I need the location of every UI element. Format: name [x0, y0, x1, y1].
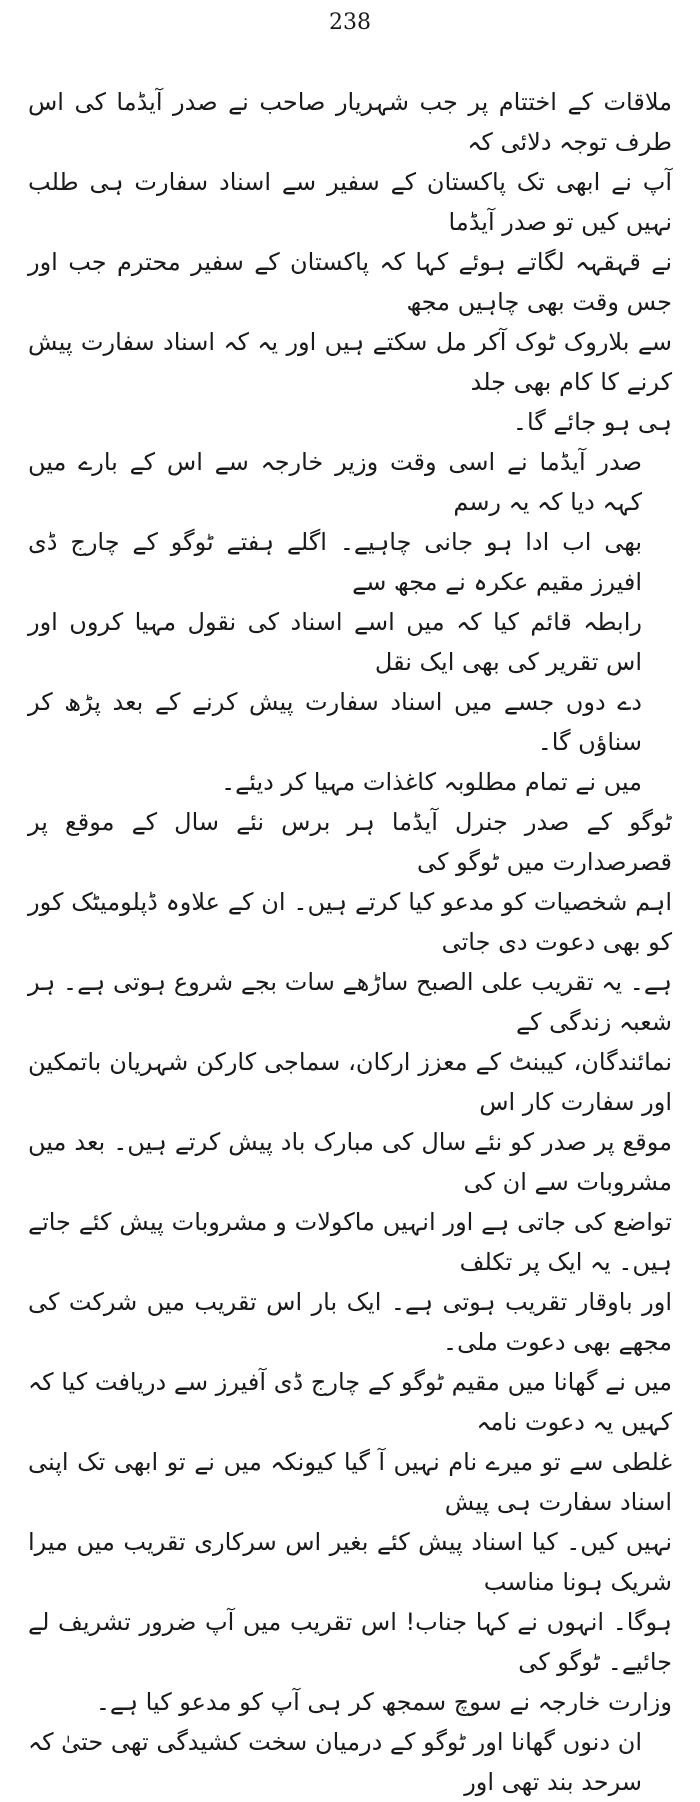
body-text — [28, 82, 672, 1802]
paragraph-3: میں نے تمام مطلوبہ کاغذات مہیا کر دیئے۔ — [221, 768, 642, 796]
paragraph-4: ٹوگو کے صدر جنرل آیڈما ہر برس نئے سال کے موقع پر قصرصدارت میں ٹوگو کی اہم شخصیات کو مدعو کیا کرتے ہیں۔ ان کے علاوہ ڈپلومیٹک کور کو بھی دعوت دی جاتی ہے۔ یہ تقریب علی الصبح ساڑھے سات بجے شروع ہوتی ہے۔ ہر شعبہ زندگی کے نمائندگان، کیبنٹ کے معزز ارکان، سماجی کارکن شہریان باتمکین اور سفارت کار اس موقع پر صدر کو نئے سال کی مبارک باد پیش کرتے ہیں۔ بعد میں مشروبات سے ان کی تواضع کی جاتی ہے اور انہیں ماکولات و مشروبات پیش کئے جاتے ہیں۔ یہ ایک پر تکلف اور باوقار تقریب ہوتی ہے۔ ایک بار اس تقریب میں شرکت کی مجھے بھی دعوت ملی۔ — [28, 808, 672, 1356]
paragraph-5: میں نے گھانا میں مقیم ٹوگو کے چارج ڈی آفیرز سے دریافت کیا کہ کہیں یہ دعوت نامہ غلطی سے تو میرے نام نہیں آ گیا کیونکہ میں نے تو ابھی تک اپنی اسناد سفارت ہی پیش نہیں کیں۔ کیا اسناد پیش کئے بغیر اس سرکاری تقریب میں میرا شریک ہونا مناسب ہوگا۔ انہوں نے کہا جناب! اس تقریب میں آپ ضرور تشریف لے جائیے۔ ٹوگو کی وزارت خارجہ نے سوچ سمجھ کر ہی آپ کو مدعو کیا ہے۔ — [28, 1368, 672, 1716]
paragraph-1: ملاقات کے اختتام پر جب شہریار صاحب نے صدر آیڈما کی اس طرف توجہ دلائی کہ آپ نے ابھی تک پاکستان کے سفیر سے اسناد سفارت ہی طلب نہیں کیں تو صدر آیڈما نے قہقہہ لگاتے ہوئے کہا کہ پاکستان کے سفیر محترم جب اور جس وقت بھی چاہیں مجھ سے بلاروک ٹوک آکر مل سکتے ہیں اور یہ کہ اسناد سفارت پیش کرنے کا کام بھی جلد ہی ہو جائے گا۔ — [28, 88, 672, 436]
page-number: 238 — [329, 10, 371, 35]
paragraph-2: صدر آیڈما نے اسی وقت وزیر خارجہ سے اس کے بارے میں کہہ دیا کہ یہ رسم بھی اب ادا ہو جانی چاہیے۔ اگلے ہفتے ٹوگو کے چارج ڈی افیرز مقیم عکرہ نے مجھ سے رابطہ قائم کیا کہ میں اسے اسناد کی نقول مہیا کروں اور اس تقریر کی بھی ایک نقل دے دوں جسے میں اسناد سفارت پیش کرنے کے بعد پڑھ کر سناؤں گا۔ — [28, 448, 642, 756]
paragraph-6: ان دنوں گھانا اور ٹوگو کے درمیان سخت کشیدگی تھی حتیٰ کہ سرحد بند تھی اور — [28, 1728, 642, 1796]
